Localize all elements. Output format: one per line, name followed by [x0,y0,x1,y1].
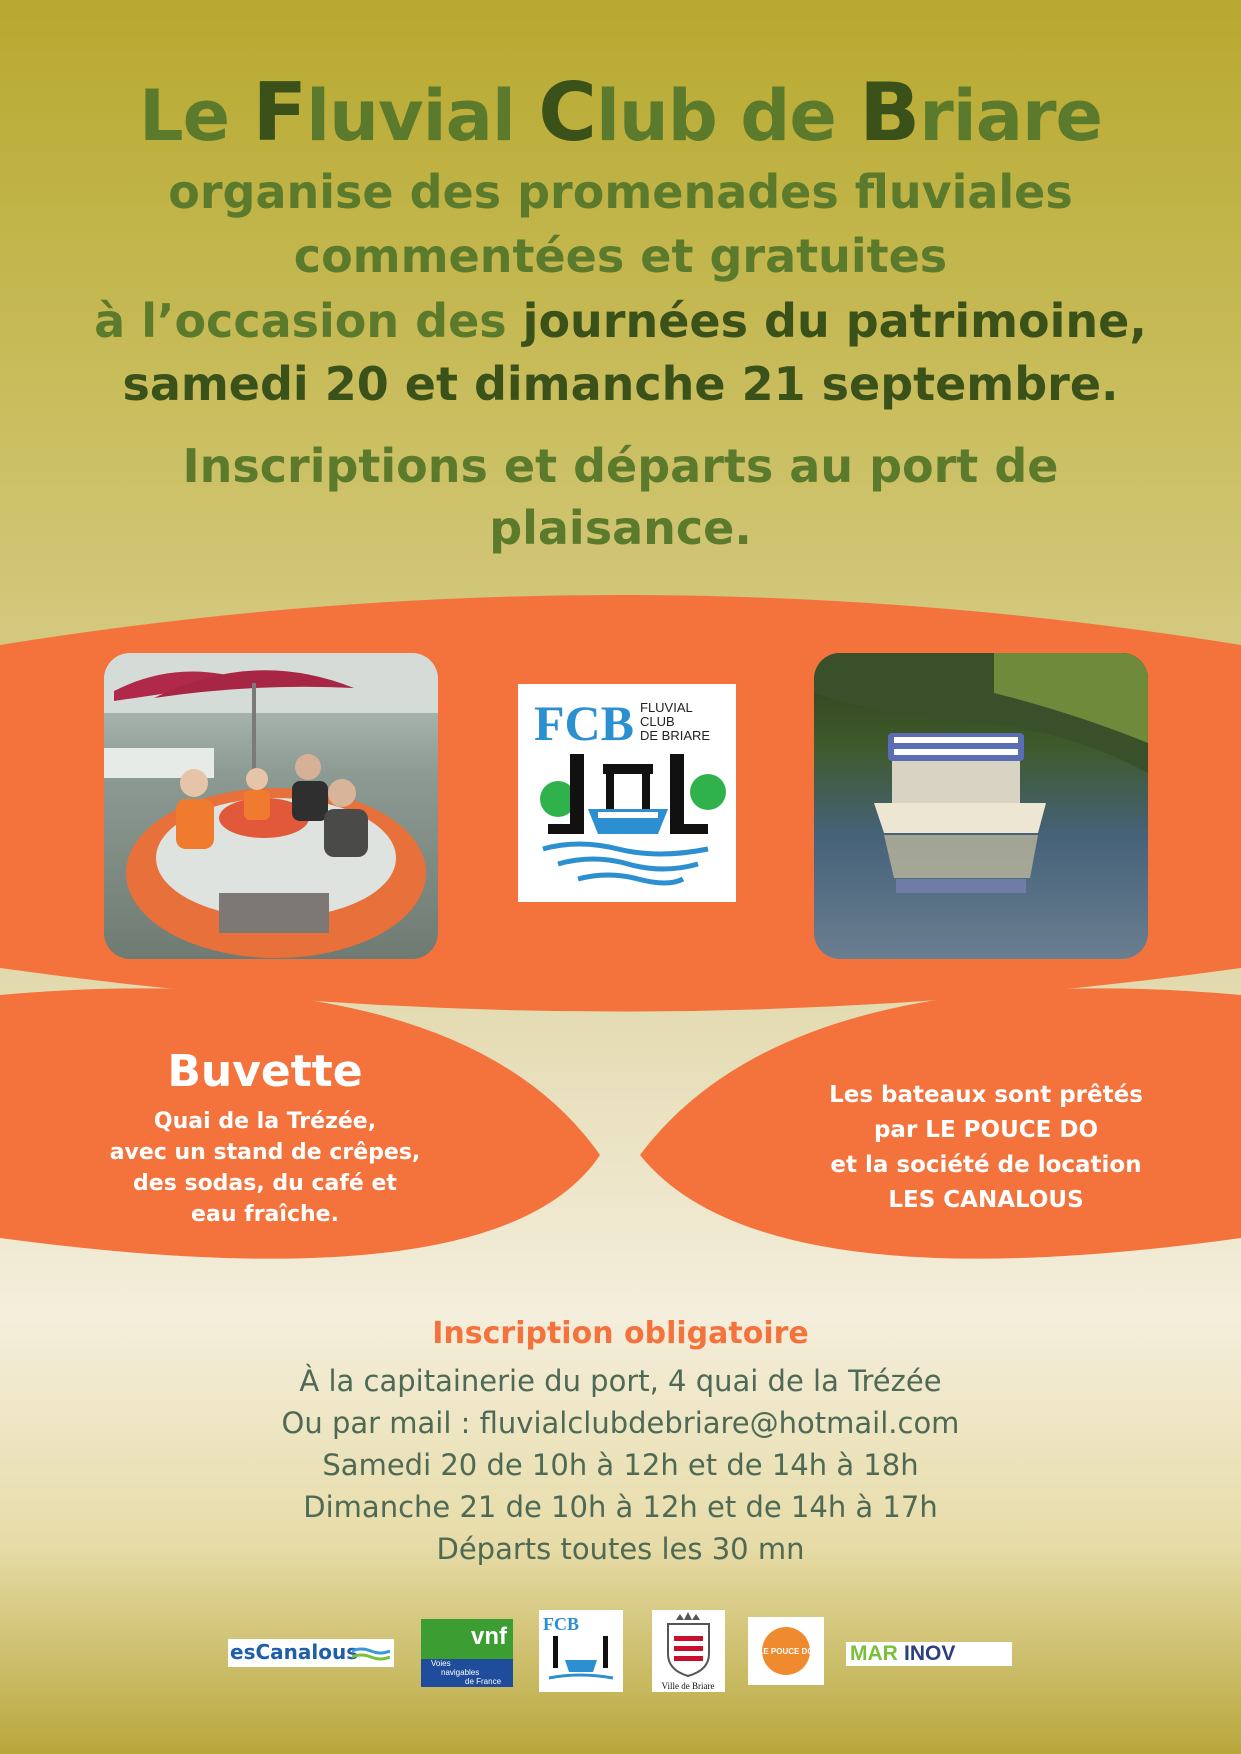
buvette-line: avec un stand de crêpes, [109,1140,421,1165]
fcb-line-1: FLUVIAL [640,700,693,715]
fcb-small-letters: FCB [543,1614,579,1634]
inscriptions-line-1: Inscriptions et départs au port de [182,439,1059,493]
boats-line: Les bateaux sont prêtés [829,1082,1143,1108]
inscription-email: Ou par mail : fluvialclubdebriare@hotmail.com [281,1406,960,1440]
buvette-line: eau fraîche. [191,1202,339,1227]
title-part: riare [919,75,1102,157]
inscriptions-line-2: plaisance. [489,501,752,555]
inscription-sunday-hours: Dimanche 21 de 10h à 12h et de 14h à 17h [303,1490,938,1524]
title-initial-f: F [252,66,307,159]
pouce-logo-text: LE POUCE DO [758,1647,814,1656]
le-pouce-do-logo [748,1617,824,1685]
fcb-line-3: DE BRIARE [640,728,711,743]
departures-frequency: Départs toutes les 30 mn [436,1532,805,1566]
vnf-sub-line: Voies [431,1659,451,1668]
sponsor-logos [0,1605,1241,1695]
marinov-logo-text-a: MAR [850,1642,898,1665]
fcb-small-logo [539,1610,623,1692]
title-initial-b: B [859,66,920,159]
fcb-line-2: CLUB [640,714,675,729]
buvette-line: Quai de la Trézée, [153,1109,377,1134]
buvette-text [95,1106,435,1230]
boats-line: par LE POUCE DO [873,1117,1099,1143]
vnf-sub-line: de France [465,1677,502,1686]
buvette-line: des sodas, du café et [133,1171,397,1196]
subtitle-line-1: organise des promenades fluviales [168,165,1073,219]
title-part: lub de [595,75,860,157]
event-dates: samedi 20 et dimanche 21 septembre. [122,357,1119,411]
title-initial-c: C [538,66,596,159]
vnf-logo [421,1619,513,1687]
boats-line: LES CANALOUS [888,1187,1084,1213]
vnf-logo-text: vnf [471,1623,507,1650]
occasion-text: à l’occasion des [94,294,523,348]
buvette-title: Buvette [167,1046,363,1097]
boats-line: et la société de location [830,1152,1142,1178]
title-part: Le [139,75,253,157]
inscription-address: À la capitainerie du port, 4 quai de la Trézée [299,1364,942,1398]
boat-photo-right [814,653,1148,959]
inscription-details [0,1360,1241,1570]
patrimoine-text: journées du patrimoine, [522,294,1147,348]
fcb-logo [518,684,736,902]
fcb-letters: FCB [534,695,634,751]
inscription-title: Inscription obligatoire [432,1316,809,1351]
canalous-logo [228,1639,394,1667]
vnf-sub-line: navigables [441,1668,480,1677]
inscription-saturday-hours: Samedi 20 de 10h à 12h et de 14h à 18h [322,1448,919,1482]
ville-de-briare-logo [652,1610,725,1692]
canalous-logo-text: esCanalous [230,1640,359,1664]
title-part: luvial [306,75,539,157]
ville-logo-text: Ville de Briare [661,1681,715,1691]
boat-photo-left [104,653,438,959]
marinov-logo [846,1642,1012,1666]
marinov-logo-text-b: INOV [904,1642,956,1665]
boats-credit [826,1078,1146,1218]
subtitle-line-2: commentées et gratuites [293,229,948,283]
